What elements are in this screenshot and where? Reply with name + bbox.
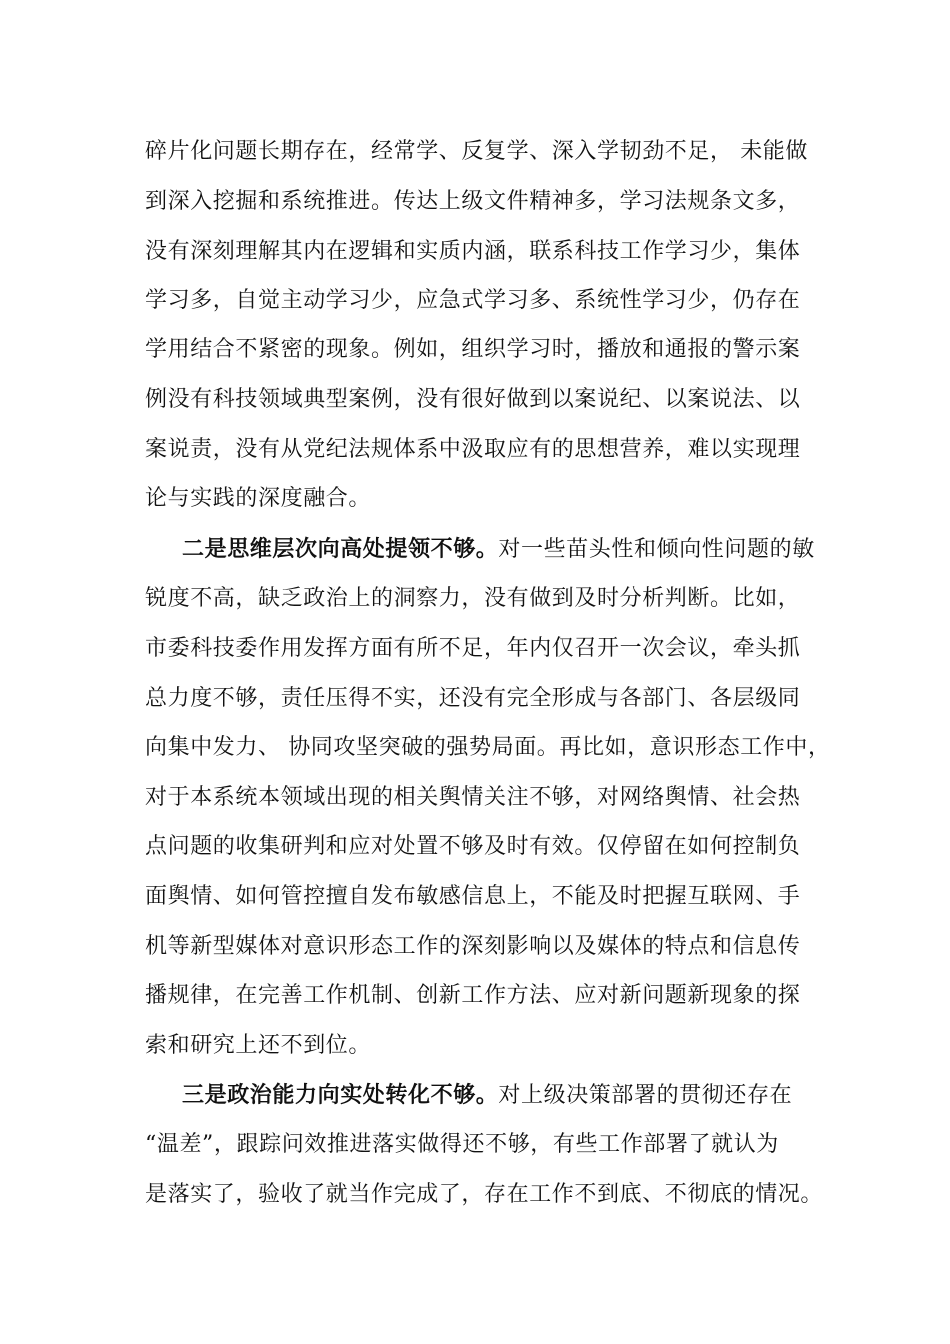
paragraph-1-line-7: 案说责，没有从党纪法规体系中汲取应有的思想营养，难以实现理 (145, 437, 801, 462)
paragraph-2-line-7: 点问题的收集研判和应对处置不够及时有效。仅停留在如何控制负 (145, 834, 801, 859)
paragraph-2-line-10: 播规律，在完善工作机制、创新工作方法、应对新问题新现象的探 (145, 983, 801, 1008)
paragraph-1-line-5: 学用结合不紧密的现象。例如，组织学习时，播放和通报的警示案 (145, 337, 801, 362)
paragraph-1-line-2: 到深入挖掘和系统推进。传达上级文件精神多，学习法规条文多， (145, 189, 801, 214)
paragraph-2-line-1 (182, 535, 815, 565)
paragraph-3-first-line-text: 对上级决策部署的贯彻还存在 (498, 1083, 793, 1108)
paragraph-3-heading: 三是政治能力向实处转化不够。 (182, 1083, 499, 1108)
paragraph-3-line-2: “温差”，跟踪问效推进落实做得还不够，有些工作部署了就认为 (145, 1132, 779, 1157)
paragraph-2-line-6: 对于本系统本领域出现的相关舆情关注不够，对网络舆情、社会热 (145, 785, 801, 810)
paragraph-1-line-1: 碎片化问题长期存在，经常学、反复学、深入学韧劲不足， 未能做 (145, 139, 808, 164)
paragraph-2-first-line-text: 对一些苗头性和倾向性问题的敏 (498, 537, 815, 562)
paragraph-2-line-5: 向集中发力、 协同攻坚突破的强势局面。再比如，意识形态工作中， (145, 735, 831, 760)
paragraph-3-line-1 (182, 1081, 792, 1111)
paragraph-2-line-2: 锐度不高，缺乏政治上的洞察力，没有做到及时分析判断。比如， (145, 586, 801, 611)
paragraph-2-line-3: 市委科技委作用发挥方面有所不足，年内仅召开一次会议，牵头抓 (145, 636, 801, 661)
paragraph-1-line-8: 论与实践的深度融合。 (145, 486, 372, 511)
paragraph-2-line-11: 索和研究上还不到位。 (145, 1033, 372, 1058)
paragraph-2-heading: 二是思维层次向高处提领不够。 (182, 537, 499, 562)
paragraph-2-line-8: 面舆情、如何管控擅自发布敏感信息上，不能及时把握互联网、手 (145, 884, 801, 909)
paragraph-1-line-4: 学习多，自觉主动学习少，应急式学习多、系统性学习少，仍存在 (145, 288, 801, 313)
paragraph-2-line-4: 总力度不够，责任压得不实，还没有完全形成与各部门、各层级同 (145, 686, 801, 711)
paragraph-1-line-3: 没有深刻理解其内在逻辑和实质内涵，联系科技工作学习少，集体 (145, 239, 801, 264)
paragraph-1-line-6: 例没有科技领域典型案例，没有很好做到以案说纪、以案说法、以 (145, 387, 801, 412)
paragraph-2-line-9: 机等新型媒体对意识形态工作的深刻影响以及媒体的特点和信息传 (145, 934, 801, 959)
paragraph-3-line-3: 是落实了，验收了就当作完成了，存在工作不到底、不彻底的情况。 (145, 1182, 824, 1207)
